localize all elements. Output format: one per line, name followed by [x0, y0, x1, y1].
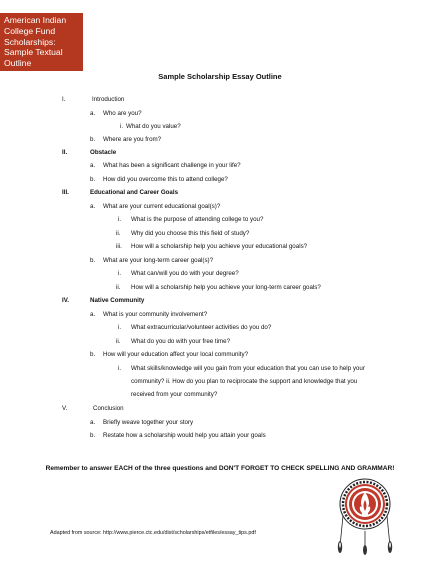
banner-line: American Indian: [4, 15, 67, 25]
item-marker: b.: [90, 432, 96, 439]
item-text: How did you overcome this to attend college?: [103, 176, 228, 183]
subitem-text: How will a scholarship help you achieve your long-term career goals?: [131, 284, 321, 291]
item-text: Briefly weave together your story: [103, 419, 194, 426]
subitem-text: What do you value?: [126, 123, 181, 130]
title-banner: [0, 13, 83, 71]
item-marker: b.: [90, 257, 96, 264]
source-citation: Adapted from source: http://www.pierce.ctc.edu/dist/scholarships/etfiles/essay_tips.pdf: [50, 530, 256, 536]
subitem-text: How will a scholarship help you achieve your educational goals?: [131, 243, 308, 250]
subitem-text: What extracurricular/volunteer activities do you do?: [131, 324, 272, 331]
subitem-marker: i.: [118, 324, 122, 331]
item-marker: b.: [90, 136, 96, 143]
item-marker: a.: [90, 419, 96, 426]
banner-line: Scholarships:: [4, 36, 56, 47]
section-title: Introduction: [92, 96, 125, 103]
section-title: Educational and Career Goals: [90, 189, 179, 196]
subitem-text: What is the purpose of attending college to you?: [131, 216, 264, 223]
subitem-marker: ii.: [116, 230, 121, 237]
section-number: I.: [62, 96, 66, 103]
subitem-text: What skills/knowledge will you gain from your education that you can use to help your: [131, 365, 365, 372]
subitem-marker: i.: [118, 365, 122, 372]
banner-line: Sample Textual: [4, 47, 63, 58]
subitem-marker: i.: [118, 216, 122, 223]
item-marker: a.: [90, 311, 96, 318]
item-marker: a.: [90, 110, 96, 117]
subitem-text-continued: received from your community?: [131, 391, 218, 398]
subitem-marker: ii.: [116, 338, 121, 345]
item-text: What are your long-term career goal(s)?: [103, 257, 214, 264]
item-text: How will your education affect your local community?: [103, 351, 249, 358]
item-text: Restate how a scholarship would help you attain your goals: [103, 432, 266, 439]
item-marker: b.: [90, 351, 96, 358]
section-number: V.: [62, 405, 68, 412]
item-marker: a.: [90, 203, 96, 210]
item-marker: a.: [90, 162, 96, 169]
subitem-text: Why did you choose this this field of study?: [131, 230, 250, 237]
subitem-text-continued: community? ii. How do you plan to reciprocate the support and knowledge that you: [131, 378, 358, 385]
item-text: Where are you from?: [103, 136, 162, 143]
section-title: Obstacle: [90, 149, 117, 156]
section-number: IV.: [62, 297, 69, 304]
subitem-text: What do you do with your free time?: [131, 338, 231, 345]
subitem-marker: i.: [120, 123, 124, 130]
reminder-note: Remember to answer EACH of the three questions and DON'T FORGET TO CHECK SPELLING AND GRAMMAR!: [45, 465, 395, 472]
document-title: Sample Scholarship Essay Outline: [158, 72, 282, 81]
section-title: Native Community: [90, 297, 145, 304]
item-text: What has been a significant challenge in your life?: [103, 162, 241, 169]
subitem-text: What can/will you do with your degree?: [131, 270, 239, 277]
item-marker: b.: [90, 176, 96, 183]
subitem-marker: ii.: [116, 284, 121, 291]
subitem-marker: iii.: [116, 243, 122, 250]
flame-seal-icon: [335, 476, 395, 556]
section-title: Conclusion: [93, 405, 124, 412]
subitem-marker: i.: [118, 270, 122, 277]
item-text: Who are you?: [103, 110, 142, 117]
banner-line: Outline: [4, 58, 32, 69]
banner-line: College Fund: [4, 25, 56, 36]
item-text: What are your current educational goal(s)?: [103, 203, 221, 210]
item-text: What is your community involvement?: [103, 311, 208, 318]
section-number: III.: [62, 189, 69, 196]
section-number: II.: [62, 149, 68, 156]
